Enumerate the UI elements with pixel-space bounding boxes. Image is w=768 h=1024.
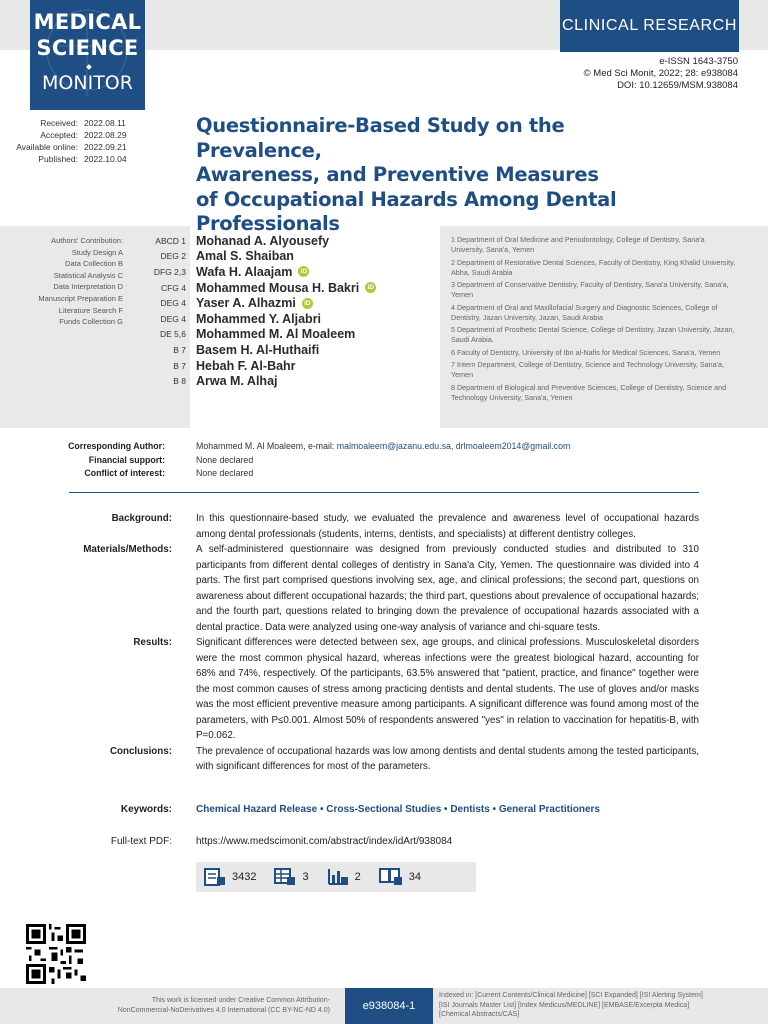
divider xyxy=(69,492,699,493)
abstract-methods: Materials/Methods: A self-administered questionnaire was designed from previously conducted studies and distributed to 310 participants from different dental colleges of dentistry in Sana'a City, Yemen. The questionnaire was divided into 4 parts. The first part comprised questions involving sex, age, and clinical professions; the second part, questions on awareness about different occupational hazards; the third part, questions about prevalence of occupational hazards; and the fourth part, questions related to bringing down the prevalence of occupational hazards associated with a dental practice. Data were analyzed using one-way analysis of variance and chi-square tests. xyxy=(83,544,699,633)
journal-logo[interactable] xyxy=(30,0,145,110)
date-accepted: Accepted: 2022.08.29 xyxy=(40,130,127,140)
publication-meta xyxy=(584,56,738,92)
authors-contribution-legend: Authors' Contribution: Study Design A Data Collection B Statistical Analysis C Data Interpretation D Manuscript Preparation E Literature Search F Funds Collection G xyxy=(38,236,123,327)
author-item: DFG 2,3 Wafa H. Alaajam iD xyxy=(130,264,440,280)
figures-stat: 2 xyxy=(327,868,361,886)
indexing-info: Indexed in: [Current Contents/Clinical Medicine] [SCI Expanded] [ISI Alerting System] [ISI Journals Master List] [Index Medicus/MEDLINE] [EMBASE/Excerpta Medica] [Chemical Abstracts/CAS] xyxy=(439,992,703,1018)
author-item: DEG 4 Mohammed Y. Aljabri xyxy=(160,311,322,326)
article-title xyxy=(196,114,696,237)
conflict-of-interest-row: Conflict of interest: None declared xyxy=(84,468,254,478)
financial-support-row: Financial support: None declared xyxy=(88,454,254,465)
orcid-icon[interactable]: iD xyxy=(302,298,313,309)
title-line: Professionals xyxy=(196,212,340,235)
author-item: B 7 Basem H. Al-Huthaifi xyxy=(173,342,320,357)
article-dates xyxy=(0,117,134,165)
orcid-icon[interactable]: iD xyxy=(298,266,309,277)
tables-icon xyxy=(274,868,296,886)
word-count-stat: 3432 xyxy=(204,868,256,886)
author-item: B 8 Arwa M. Alhaj xyxy=(173,374,278,389)
affiliation-item: 4 Department of Oral and Maxillofacial Surgery and Diagnostic Sciences, College of Dentistry, Jazan University, Jazan, Saudi Arabia xyxy=(451,302,718,322)
date-published: Published: 2022.10.04 xyxy=(38,154,127,164)
corresponding-author-row: Corresponding Author: Mohammed M. Al Moaleem, e-mail: malmoaleem@jazanu.edu.sa, drlmoaleem2014@gmail.com xyxy=(68,441,571,451)
affiliation-list xyxy=(451,235,736,405)
eissn: e-ISSN 1643-3750 xyxy=(659,56,738,67)
author-item: DE 5,6 Mohammed M. Al Moaleem xyxy=(160,327,356,342)
author-list xyxy=(130,233,440,389)
citation: © Med Sci Monit, 2022; 28: e938084 xyxy=(583,68,738,79)
article-stats xyxy=(196,862,476,892)
references-icon xyxy=(379,868,403,886)
word-count-icon xyxy=(204,868,226,886)
affiliation-item: 7 Intern Department, College of Dentistry, Science and Technology University, Sana'a, Yemen xyxy=(451,360,725,379)
abstract-results: Results: Significant differences were detected between sex, age groups, and clinical professions. Musculoskeletal disorders were the most common physical hazard, whereas infections were the greatest biological hazard, accounting for 68% and 74%, respectively. Of the participants, 63.5% answered that "patient, practice, and finance" together were the most common causes of stress among practicing dentists and dental students. The use of gloves and/or masks was the most efficient preventive measure among participants. A significant difference was found among most of the parameters, with P≤0.001. Almost 50% of respondents answered "yes" in relation to vaccination for hepatitis-B, with P=0.062. xyxy=(133,637,699,741)
affiliation-item: 5 Department of Prosthetic Dental Science, College of Dentistry, Jazan University, Jazan, Saudi Arabia. xyxy=(451,325,735,344)
title-line: of Occupational Hazards Among Dental xyxy=(196,187,617,211)
qr-code-icon[interactable] xyxy=(26,924,86,984)
logo-text-science: SCIENCE xyxy=(36,36,139,60)
abstract-background: Background: In this questionnaire-based study, we evaluated the prevalence and awareness level of occupational hazards among dental professionals (students, interns, dentists, and specialists) at different dentistry colleges. xyxy=(111,513,699,540)
logo-text-monitor: MONITOR xyxy=(42,72,133,94)
affiliation-item: 6 Faculty of Dentistry, University of Ibn al-Nafis for Medical Sciences, Sana'a, Yemen xyxy=(451,347,721,357)
author-item: DEG 4 Yaser A. Alhazmi iD xyxy=(130,295,440,311)
fulltext-link[interactable]: https://www.medscimonit.com/abstract/index/idArt/938084 xyxy=(196,836,453,847)
author-item: CFG 4 Mohammed Mousa H. Bakri iD xyxy=(130,280,440,296)
section-label: CLINICAL RESEARCH xyxy=(560,0,739,52)
references-stat: 34 xyxy=(379,868,421,886)
page-number: e938084-1 xyxy=(345,988,433,1024)
title-line: Awareness, and Preventive Measures xyxy=(196,163,599,186)
doi[interactable]: DOI: 10.12659/MSM.938084 xyxy=(617,80,738,91)
correspondence-block xyxy=(0,440,768,481)
logo-text-medical: MEDICAL xyxy=(33,10,142,34)
email-link[interactable]: drlmoaleem2014@gmail.com xyxy=(455,441,571,451)
affiliation-item: 1 Department of Oral Medicine and Periodontology, College of Dentistry, Sana'a University, Sana'a, Yemen xyxy=(451,235,705,254)
affiliation-item: 2 Department of Restorative Dental Sciences, Faculty of Dentistry, King Khalid University, Abha, Saudi Arabia xyxy=(451,257,736,277)
abstract xyxy=(0,511,768,775)
authors-section xyxy=(0,226,768,428)
title-line: Questionnaire-Based Study on the Prevalence, xyxy=(196,114,565,162)
author-item: B 7 Hebah F. Al-Bahr xyxy=(173,358,296,373)
tables-stat: 3 xyxy=(274,868,308,886)
keywords-links[interactable]: Chemical Hazard Release • Cross-Sectional Studies • Dentists • General Practitioners xyxy=(196,804,600,815)
affiliation-item: 3 Department of Conservative Dentistry, Faculty of Dentistry, Sana'a University, Sana'a, Yemen xyxy=(451,280,729,299)
date-received: Received: 2022.08.11 xyxy=(40,118,126,128)
abstract-conclusions: Conclusions: The prevalence of occupational hazards was low among dentists and dental students among the tested participants, with significant differences for most of the parameters. xyxy=(109,745,699,772)
email-link[interactable]: malmoaleem@jazanu.edu.sa xyxy=(336,441,451,451)
date-available-online: Available online: 2022.09.21 xyxy=(16,142,127,152)
affiliation-item: 8 Department of Biological and Preventive Sciences, College of Dentistry, Science and Technology University, Sana'a, Yemen xyxy=(451,382,727,402)
author-item: ABCD 1 Mohanad A. Alyousefy xyxy=(155,233,330,248)
orcid-icon[interactable]: iD xyxy=(365,282,376,293)
license-text: This work is licensed under Creative Common Attribution- NonCommercial-NoDerivatives 4.0 International (CC BY-NC-ND 4.0) xyxy=(117,997,330,1014)
author-item: DEG 2 Amal S. Shaiban xyxy=(160,249,294,264)
figures-icon xyxy=(327,868,349,886)
